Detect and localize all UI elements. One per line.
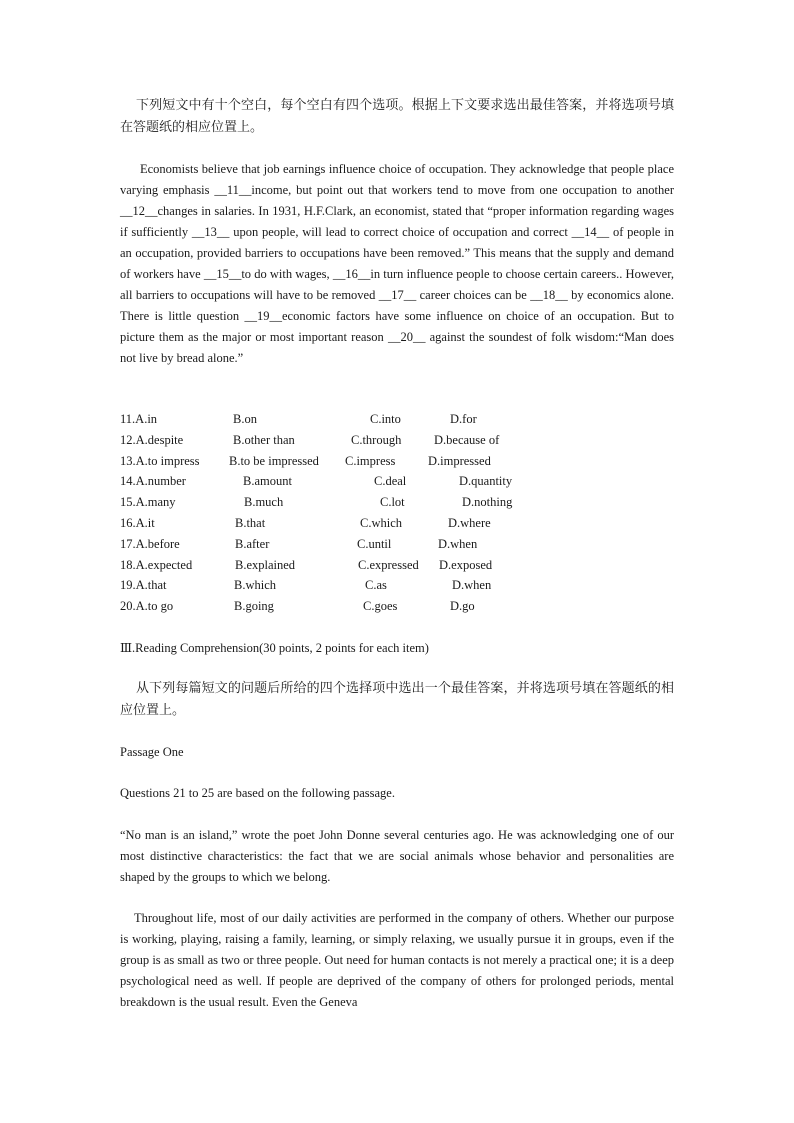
option-a: 17.A.before	[120, 536, 180, 551]
options-row	[120, 513, 540, 534]
option-c: C.as	[365, 578, 387, 593]
option-b: B.explained	[235, 557, 296, 572]
options-row	[120, 430, 540, 451]
option-c: C.which	[360, 515, 403, 530]
option-a: 16.A.it	[120, 515, 155, 530]
option-a: 13.A.to impress	[120, 453, 200, 468]
options-row	[120, 596, 540, 617]
option-c: C.lot	[380, 495, 405, 510]
option-b: B.amount	[243, 474, 292, 489]
option-a: 11.A.in	[120, 412, 158, 426]
option-b: B.much	[244, 495, 284, 510]
option-d: D.quantity	[459, 474, 513, 489]
cloze-passage: Economists believe that job earnings influence choice of occupation. They acknowledge that people place varying emphasis __11__income, but point out that workers tend to move from one occupation to another __12__changes in salaries. In 1931, H.F.Clark, an economist, stated that “proper information regarding wages if sufficiently __13__ upon people, will lead to correct choice of occupation and correct __14__ of people in an occupation, provided barriers to occupations have been removed.” This means that the supply and demand of workers have __15__to do with wages, __16__in turn influence people to choose certain careers.. However, all barriers to occupations will have to be removed __17__ career choices can be __18__ by economics alone. There is little question __19__economic factors have some influence on choice of an occupation. But to picture them as the major or most important reason __20__ against the soundest of folk wisdom:“Man does not live by bread alone.”	[120, 162, 674, 365]
option-d: D.impressed	[428, 453, 491, 468]
cloze-instructions: 下列短文中有十个空白，每个空白有四个选项。根据上下文要求选出最佳答案，并将选项号填在答题纸的相应位置上。	[120, 98, 674, 135]
options-row	[120, 471, 540, 492]
option-b: B.other than	[233, 432, 295, 447]
option-c: C.through	[351, 432, 402, 447]
option-d: D.for	[450, 412, 477, 426]
option-c: C.until	[357, 536, 392, 551]
option-d: D.exposed	[439, 557, 493, 572]
option-a: 19.A.that	[120, 578, 167, 593]
option-b: B.on	[233, 412, 257, 426]
options-list	[120, 409, 540, 617]
option-b: B.which	[234, 578, 277, 593]
option-d: D.go	[450, 599, 475, 614]
options-row	[120, 575, 540, 596]
option-b: B.after	[235, 536, 270, 551]
option-c: C.impress	[345, 453, 396, 468]
passage-title: Passage One	[120, 745, 184, 759]
option-a: 14.A.number	[120, 474, 186, 489]
reading-paragraph-2: Throughout life, most of our daily activities are performed in the company of others. Whether our purpose is working, playing, raising a family, learning, or simply relaxing, we usually pursue it in groups, even if the group is as small as two or three people. Out need for human contacts is not merely a practical one; it is a deep psychological need as well. If people are deprived of the company of others for prolonged periods, mental breakdown is the usual result. Even the Geneva	[120, 911, 674, 1009]
option-b: B.that	[235, 515, 266, 530]
option-d: D.when	[452, 578, 492, 593]
option-c: C.deal	[374, 474, 407, 489]
passage-note: Questions 21 to 25 are based on the following passage.	[120, 786, 395, 800]
option-a: 20.A.to go	[120, 599, 174, 614]
reading-instructions: 从下列每篇短文的问题后所给的四个选择项中选出一个最佳答案，并将选项号填在答题纸的相应位置上。	[120, 681, 674, 718]
section-heading: Ⅲ.Reading Comprehension(30 points, 2 points for each item)	[120, 641, 429, 655]
options-row	[120, 409, 540, 430]
option-c: C.expressed	[358, 557, 419, 572]
options-row	[120, 534, 540, 555]
option-a: 15.A.many	[120, 495, 176, 510]
option-a: 12.A.despite	[120, 432, 184, 447]
option-b: B.going	[234, 599, 274, 614]
option-c: C.into	[370, 412, 401, 426]
option-b: B.to be impressed	[229, 453, 319, 468]
option-d: D.where	[448, 515, 491, 530]
option-d: D.nothing	[462, 495, 513, 510]
option-d: D.because of	[434, 432, 500, 447]
options-row	[120, 555, 540, 576]
option-a: 18.A.expected	[120, 557, 193, 572]
option-d: D.when	[438, 536, 478, 551]
option-c: C.goes	[363, 599, 398, 614]
reading-paragraph-1: “No man is an island,” wrote the poet John Donne several centuries ago. He was acknowledging one of our most distinctive characteristics: the fact that we are social animals whose behavior and personalities are shaped by the groups to which we belong.	[120, 828, 674, 884]
options-row	[120, 451, 540, 472]
options-row	[120, 492, 540, 513]
